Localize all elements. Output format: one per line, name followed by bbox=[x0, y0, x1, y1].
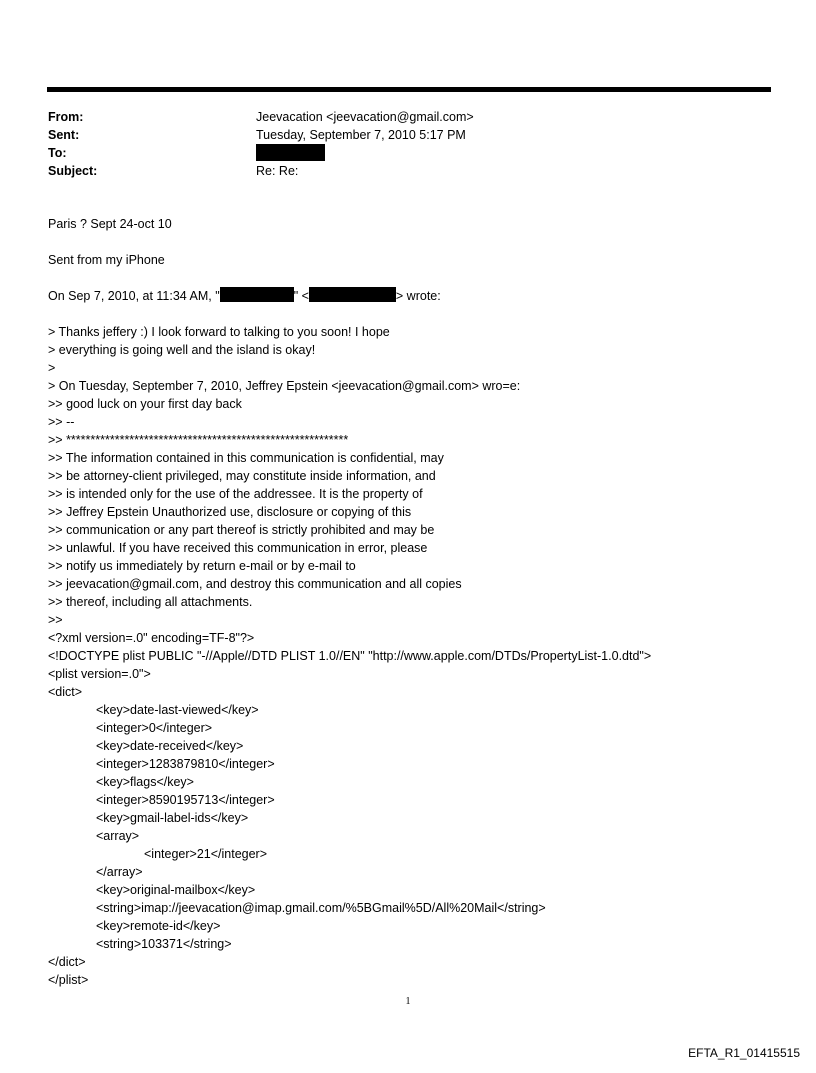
wrote-prefix: On Sep 7, 2010, at 11:34 AM, " bbox=[48, 289, 220, 303]
quoted-line: >> thereof, including all attachments. bbox=[48, 595, 253, 609]
plist-line: <key>remote-id</key> bbox=[96, 919, 221, 933]
plist-line: <plist version=.0"> bbox=[48, 667, 151, 681]
quoted-text bbox=[48, 323, 651, 629]
quoted-line: >> jeevacation@gmail.com, and destroy this communication and all copies bbox=[48, 577, 462, 591]
sent-value: Tuesday, September 7, 2010 5:17 PM bbox=[256, 128, 466, 142]
to-label: To: bbox=[48, 146, 67, 160]
wrote-line bbox=[48, 287, 651, 305]
quoted-line: > Thanks jeffery :) I look forward to talking to you soon! I hope bbox=[48, 325, 390, 339]
quoted-line: >> Jeffrey Epstein Unauthorized use, disclosure or copying of this bbox=[48, 505, 412, 519]
quoted-line: > On Tuesday, September 7, 2010, Jeffrey Epstein <jeevacation@gmail.com> wro=e: bbox=[48, 379, 521, 393]
subject-label: Subject: bbox=[48, 164, 98, 178]
redaction-box bbox=[256, 144, 325, 161]
plist-line: <?xml version=.0" encoding=TF-8"?> bbox=[48, 631, 255, 645]
plist-line: <key>date-received</key> bbox=[96, 739, 244, 753]
header-rule bbox=[47, 87, 771, 92]
plist-line: <integer>0</integer> bbox=[96, 721, 213, 735]
plist-text bbox=[48, 629, 651, 989]
from-value: Jeevacation <jeevacation@gmail.com> bbox=[256, 110, 474, 124]
from-label: From: bbox=[48, 110, 84, 124]
plist-line: <key>original-mailbox</key> bbox=[96, 883, 256, 897]
quoted-line: >> -- bbox=[48, 415, 75, 429]
email-body bbox=[48, 215, 651, 989]
document-id: EFTA_R1_01415515 bbox=[688, 1046, 800, 1060]
plist-line: <dict> bbox=[48, 685, 83, 699]
wrote-mid: " < bbox=[293, 289, 309, 303]
page-number: 1 bbox=[405, 996, 411, 1007]
plist-line: <string>imap://jeevacation@imap.gmail.com/%5BGmail%5D/All%20Mail</string> bbox=[96, 901, 546, 915]
plist-line: <integer>21</integer> bbox=[144, 847, 268, 861]
quoted-line: >> be attorney-client privileged, may constitute inside information, and bbox=[48, 469, 436, 483]
body-line: Sent from my iPhone bbox=[48, 253, 165, 267]
plist-line: <!DOCTYPE plist PUBLIC "-//Apple//DTD PLIST 1.0//EN" "http://www.apple.com/DTDs/PropertyList-1.0.dtd"> bbox=[48, 649, 652, 663]
quoted-line: >> The information contained in this communication is confidential, may bbox=[48, 451, 444, 465]
body-line: Paris ? Sept 24-oct 10 bbox=[48, 217, 172, 231]
plist-line: <key>date-last-viewed</key> bbox=[96, 703, 259, 717]
to-value bbox=[256, 144, 325, 162]
plist-line: <key>gmail-label-ids</key> bbox=[96, 811, 249, 825]
sent-label: Sent: bbox=[48, 128, 80, 142]
quoted-line: >> unlawful. If you have received this communication in error, please bbox=[48, 541, 428, 555]
plist-line: </plist> bbox=[48, 973, 89, 987]
quoted-line: >> bbox=[48, 613, 63, 627]
plist-line: <array> bbox=[96, 829, 140, 843]
quoted-line: > bbox=[48, 361, 56, 375]
subject-value: Re: Re: bbox=[256, 164, 299, 178]
plist-line: </dict> bbox=[48, 955, 86, 969]
redaction-box bbox=[220, 287, 294, 302]
quoted-line: >> good luck on your first day back bbox=[48, 397, 242, 411]
quoted-line: >> ********************************************************** bbox=[48, 433, 349, 447]
plist-line: </array> bbox=[96, 865, 143, 879]
plist-line: <integer>1283879810</integer> bbox=[96, 757, 275, 771]
plist-line: <string>103371</string> bbox=[96, 937, 232, 951]
quoted-line: >> notify us immediately by return e-mail or by e-mail to bbox=[48, 559, 356, 573]
plist-line: <integer>8590195713</integer> bbox=[96, 793, 275, 807]
quoted-line: > everything is going well and the island is okay! bbox=[48, 343, 316, 357]
plist-line: <key>flags</key> bbox=[96, 775, 194, 789]
quoted-line: >> communication or any part thereof is strictly prohibited and may be bbox=[48, 523, 435, 537]
wrote-suffix: > wrote: bbox=[395, 289, 441, 303]
redaction-box bbox=[309, 287, 396, 302]
quoted-line: >> is intended only for the use of the addressee. It is the property of bbox=[48, 487, 423, 501]
